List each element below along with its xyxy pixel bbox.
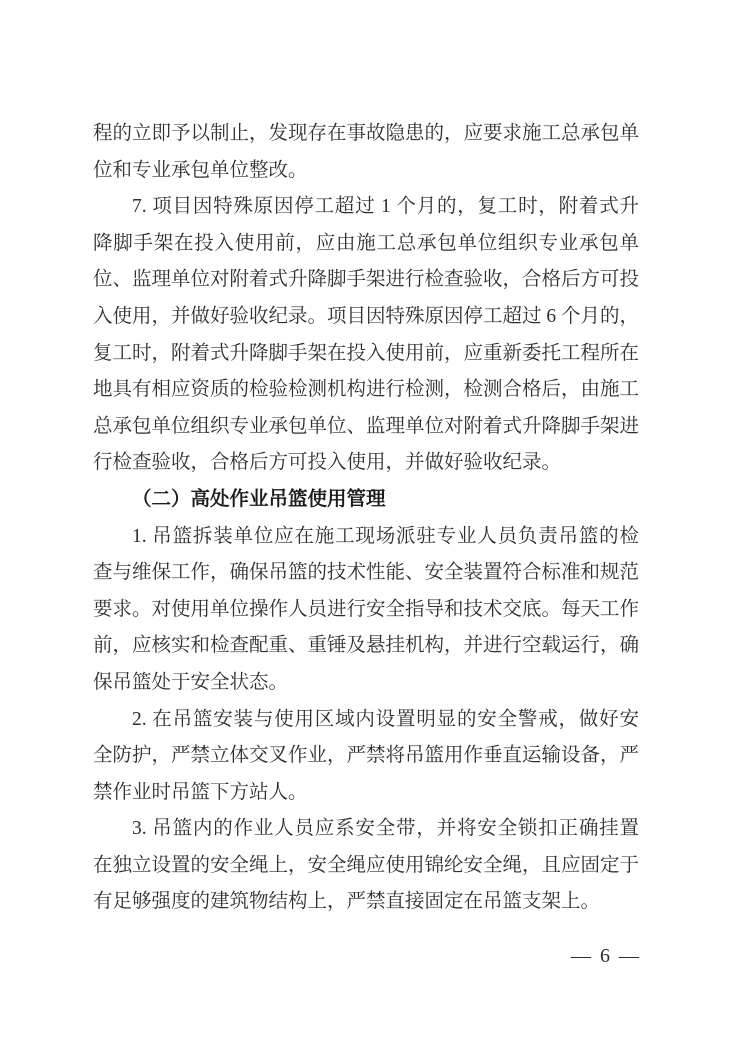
text-line: 1. 吊篮拆装单位应在施工现场派驻专业人员负责吊篮的检 [132, 525, 639, 547]
text-line: 入使用，并做好验收纪录。项目因特殊原因停工超过 6 个月的， [93, 305, 640, 327]
text-line: 程的立即予以制止，发现存在事故隐患的，应要求施工总承包单 [93, 123, 640, 144]
text-line: 全防护，严禁立体交叉作业，严禁将吊篮用作垂直运输设备，严 [93, 745, 640, 767]
section-heading: （二）高处作业吊篮使用管理 [132, 488, 386, 510]
text-line: 位、监理单位对附着式升降脚手架进行检查验收，合格后方可投 [93, 269, 640, 291]
text-line: 地具有相应资质的检验检测机构进行检测，检测合格后，由施工 [93, 379, 640, 401]
text-line: 3. 吊篮内的作业人员应系安全带，并将安全锁扣正确挂置 [132, 818, 639, 840]
text-line: 在独立设置的安全绳上，安全绳应使用锦纶安全绳，且应固定于 [93, 854, 640, 876]
text-line: 总承包单位组织专业承包单位、监理单位对附着式升降脚手架进 [93, 415, 640, 437]
text-line: 复工时，附着式升降脚手架在投入使用前，应重新委托工程所在 [93, 342, 640, 364]
text-line: 查与维保工作，确保吊篮的技术性能、安全装置符合标准和规范 [93, 562, 640, 584]
text-line: 有足够强度的建筑物结构上，严禁直接固定在吊篮支架上。 [93, 891, 601, 913]
page-number: — 6 — [571, 945, 641, 967]
text-line: 降脚手架在投入使用前，应由施工总承包单位组织专业承包单 [93, 232, 639, 254]
text-line: 前，应核实和检查配重、重锤及悬挂机构，并进行空载运行，确 [93, 635, 640, 657]
text-block [93, 116, 639, 921]
text-line: 位和专业承包单位整改。 [93, 159, 308, 181]
text-line: 2. 在吊篮安装与使用区域内设置明显的安全警戒，做好安 [132, 708, 639, 730]
text-line: 要求。对使用单位操作人员进行安全指导和技术交底。每天工作 [93, 598, 640, 620]
text-line: 行检查验收，合格后方可投入使用，并做好验收纪录。 [93, 452, 562, 474]
text-line: 7. 项目因特殊原因停工超过 1 个月的，复工时，附着式升 [132, 196, 639, 218]
text-line: 禁作业时吊篮下方站人。 [93, 781, 308, 803]
text-line: 保吊篮处于安全状态。 [93, 671, 289, 693]
